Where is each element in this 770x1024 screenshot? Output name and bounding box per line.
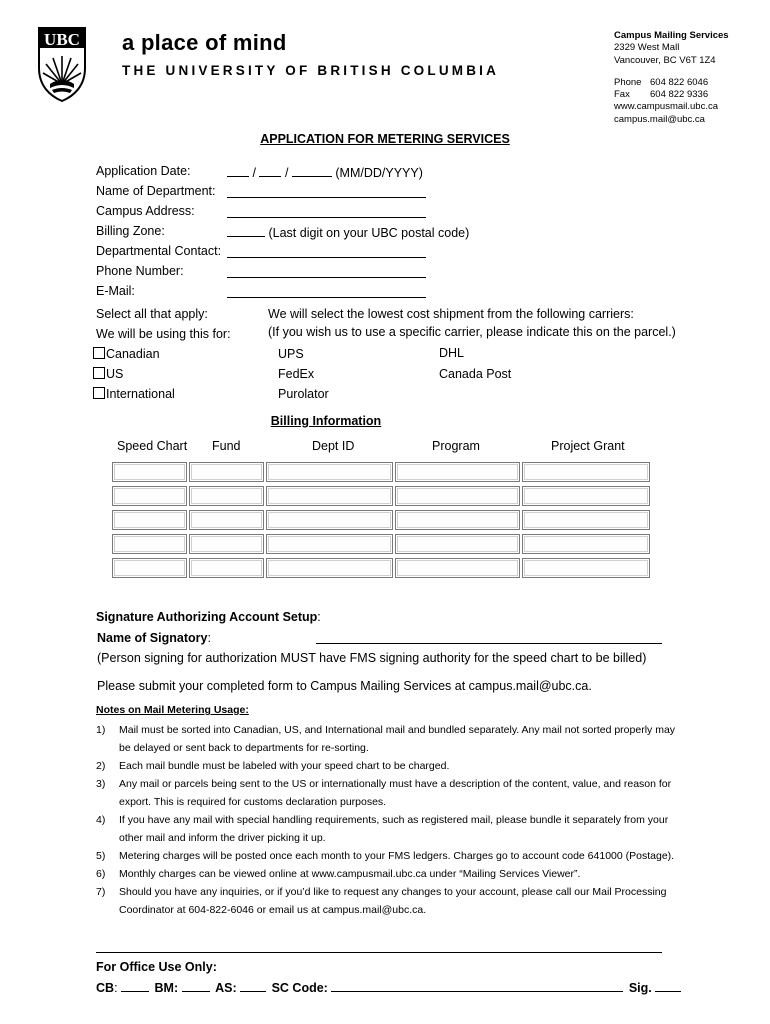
- billing-cell[interactable]: [395, 510, 520, 530]
- billing-cell[interactable]: [266, 534, 393, 554]
- note-item: [96, 757, 676, 775]
- as-field[interactable]: [240, 980, 266, 992]
- note-text: Should you have any inquiries, or if you’d like to request any changes to your account, please call our Mail Processing Coordinator at 604-822-6046 or email us at campus.mail@ubc.ca.: [119, 886, 667, 916]
- carriers-note: (If you wish us to use a specific carrier, please indicate this on the parcel.): [268, 325, 676, 339]
- carrier-purolator: Purolator: [278, 387, 329, 401]
- note-item: [96, 811, 676, 847]
- checkbox-label: International: [106, 387, 175, 401]
- contact-title: Campus Mailing Services: [614, 30, 729, 41]
- note-number: 2): [96, 760, 106, 772]
- billing-cell[interactable]: [522, 534, 650, 554]
- col-fund: Fund: [212, 439, 241, 453]
- billing-zone-hint: (Last digit on your UBC postal code): [268, 226, 470, 240]
- sig-field[interactable]: [655, 980, 681, 992]
- cb-label: CB: [96, 981, 115, 995]
- billing-cell[interactable]: [112, 558, 187, 578]
- carrier-fedex: FedEx: [278, 367, 315, 381]
- billing-cell[interactable]: [395, 534, 520, 554]
- note-number: 4): [96, 814, 106, 826]
- note-number: 3): [96, 778, 106, 790]
- billing-zone-label: Billing Zone:: [96, 224, 165, 238]
- billing-cell[interactable]: [522, 558, 650, 578]
- date-day-blank[interactable]: [259, 164, 281, 177]
- signature-title: Signature Authorizing Account Setup:: [96, 610, 321, 624]
- note-text: If you have any mail with special handling requirements, such as registered mail, please bundle it separately from your other mail and inform the driver picking it up.: [119, 814, 669, 844]
- note-number: 1): [96, 724, 106, 736]
- note-text: Mail must be sorted into Canadian, US, and International mail and bundled separately. Any mail not sorted properly may be delayed or sent back to departments for re-sorting.: [119, 724, 676, 754]
- departmental-contact-field[interactable]: [227, 257, 426, 258]
- phone-label: Phone: [614, 76, 642, 88]
- email-label: E-Mail:: [96, 284, 135, 298]
- signatory-label: Name of Signatory:: [97, 631, 211, 645]
- international-checkbox[interactable]: [93, 387, 175, 401]
- note-item: [96, 775, 676, 811]
- departmental-contact-label: Departmental Contact:: [96, 244, 222, 258]
- note-number: 7): [96, 886, 106, 898]
- application-date-field[interactable]: [227, 164, 423, 180]
- bm-field[interactable]: [182, 980, 210, 992]
- col-program: Program: [432, 439, 480, 453]
- billing-cell[interactable]: [395, 462, 520, 482]
- billing-cell[interactable]: [395, 558, 520, 578]
- submit-instructions: Please submit your completed form to Campus Mailing Services at campus.mail@ubc.ca.: [97, 679, 592, 693]
- select-all-label: Select all that apply:: [96, 307, 208, 321]
- carriers-intro: We will select the lowest cost shipment from the following carriers:: [268, 307, 634, 321]
- billing-cell[interactable]: [189, 558, 264, 578]
- website-link[interactable]: www.campusmail.ubc.ca: [614, 101, 719, 113]
- billing-zone-field[interactable]: [227, 224, 469, 240]
- signatory-note: (Person signing for authorization MUST have FMS signing authority for the speed chart to be billed): [97, 651, 647, 665]
- phone-number-field[interactable]: [227, 277, 426, 278]
- checkbox-box[interactable]: [93, 347, 105, 359]
- billing-cell[interactable]: [266, 462, 393, 482]
- billing-cell[interactable]: [395, 486, 520, 506]
- billing-zone-blank[interactable]: [227, 224, 265, 237]
- note-item: [96, 883, 676, 919]
- carrier-canada-post: Canada Post: [439, 367, 512, 381]
- campus-address-field[interactable]: [227, 217, 426, 218]
- contact-address1: 2329 West Mall: [614, 42, 680, 54]
- col-project-grant: Project Grant: [551, 439, 625, 453]
- billing-cell[interactable]: [189, 486, 264, 506]
- checkbox-box[interactable]: [93, 387, 105, 399]
- billing-cell[interactable]: [112, 534, 187, 554]
- note-item: [96, 721, 676, 757]
- office-use-fields: CB: BM: AS: SC Code: Sig.: [96, 980, 681, 995]
- billing-cell[interactable]: [112, 510, 187, 530]
- col-speed-chart: Speed Chart: [117, 439, 188, 453]
- contact-address2: Vancouver, BC V6T 1Z4: [614, 54, 716, 66]
- svg-text:UBC: UBC: [44, 30, 80, 49]
- campus-address-label: Campus Address:: [96, 204, 195, 218]
- note-number: 5): [96, 850, 106, 862]
- billing-cell[interactable]: [189, 534, 264, 554]
- form-title: APPLICATION FOR METERING SERVICES: [260, 132, 510, 146]
- billing-cell[interactable]: [522, 462, 650, 482]
- carrier-ups: UPS: [278, 347, 304, 361]
- col-dept-id: Dept ID: [312, 439, 355, 453]
- as-label: AS:: [215, 981, 237, 995]
- date-format-hint: (MM/DD/YYYY): [335, 166, 423, 180]
- billing-cell[interactable]: [522, 510, 650, 530]
- using-for-label: We will be using this for:: [96, 327, 231, 341]
- sc-code-field[interactable]: [331, 980, 623, 992]
- department-field[interactable]: [227, 197, 426, 198]
- contact-block: [614, 30, 729, 126]
- note-text: Any mail or parcels being sent to the US or internationally must have a description of the content, value, and reason for export. This is required for customs declaration purposes.: [119, 778, 672, 808]
- billing-cell[interactable]: [112, 486, 187, 506]
- carrier-dhl: DHL: [439, 346, 465, 360]
- billing-cell[interactable]: [522, 486, 650, 506]
- cb-field[interactable]: [121, 980, 149, 992]
- billing-cell[interactable]: [266, 510, 393, 530]
- checkbox-box[interactable]: [93, 367, 105, 379]
- checkbox-label: US: [106, 367, 124, 381]
- notes-title: Notes on Mail Metering Usage:: [96, 704, 249, 716]
- note-text: Each mail bundle must be labeled with your speed chart to be charged.: [119, 760, 450, 772]
- note-text: Metering charges will be posted once each month to your FMS ledgers. Charges go to account code 641000 (Postage).: [119, 850, 675, 862]
- phone-number-label: Phone Number:: [96, 264, 184, 278]
- date-slash: /: [284, 166, 289, 180]
- billing-title: Billing Information: [270, 414, 382, 428]
- phone-value: 604 822 6046: [650, 76, 709, 88]
- billing-cell[interactable]: [189, 462, 264, 482]
- fax-label: Fax: [614, 89, 630, 101]
- fax-value: 604 822 9336: [650, 89, 709, 101]
- bm-label: BM:: [154, 981, 179, 995]
- department-label: Name of Department:: [96, 184, 216, 198]
- divider: [96, 952, 662, 953]
- billing-cell[interactable]: [266, 486, 393, 506]
- checkbox-label: Canadian: [106, 347, 160, 361]
- note-text: Monthly charges can be viewed online at www.campusmail.ubc.ca under “Mailing Services Viewer”.: [119, 868, 581, 880]
- note-item: [96, 847, 676, 865]
- date-slash: /: [252, 166, 256, 180]
- application-date-label: Application Date:: [96, 164, 191, 178]
- sig-label: Sig.: [628, 981, 652, 995]
- billing-cell[interactable]: [189, 510, 264, 530]
- date-year-blank[interactable]: [292, 164, 332, 177]
- billing-cell[interactable]: [266, 558, 393, 578]
- ubc-crest-logo: [36, 26, 88, 102]
- date-month-blank[interactable]: [227, 164, 249, 177]
- canadian-checkbox[interactable]: [93, 347, 160, 361]
- tagline: a place of mind: [122, 30, 287, 55]
- email-link[interactable]: campus.mail@ubc.ca: [614, 113, 705, 125]
- office-use-title: For Office Use Only:: [96, 960, 217, 974]
- sc-code-label: SC Code:: [271, 981, 328, 995]
- notes-list: [96, 721, 676, 919]
- note-item: [96, 865, 676, 883]
- us-checkbox[interactable]: [93, 367, 123, 381]
- note-number: 6): [96, 868, 106, 880]
- email-field[interactable]: [227, 297, 426, 298]
- university-name: THE UNIVERSITY OF BRITISH COLUMBIA: [122, 63, 500, 78]
- billing-cell[interactable]: [112, 462, 187, 482]
- signatory-field[interactable]: [316, 643, 662, 644]
